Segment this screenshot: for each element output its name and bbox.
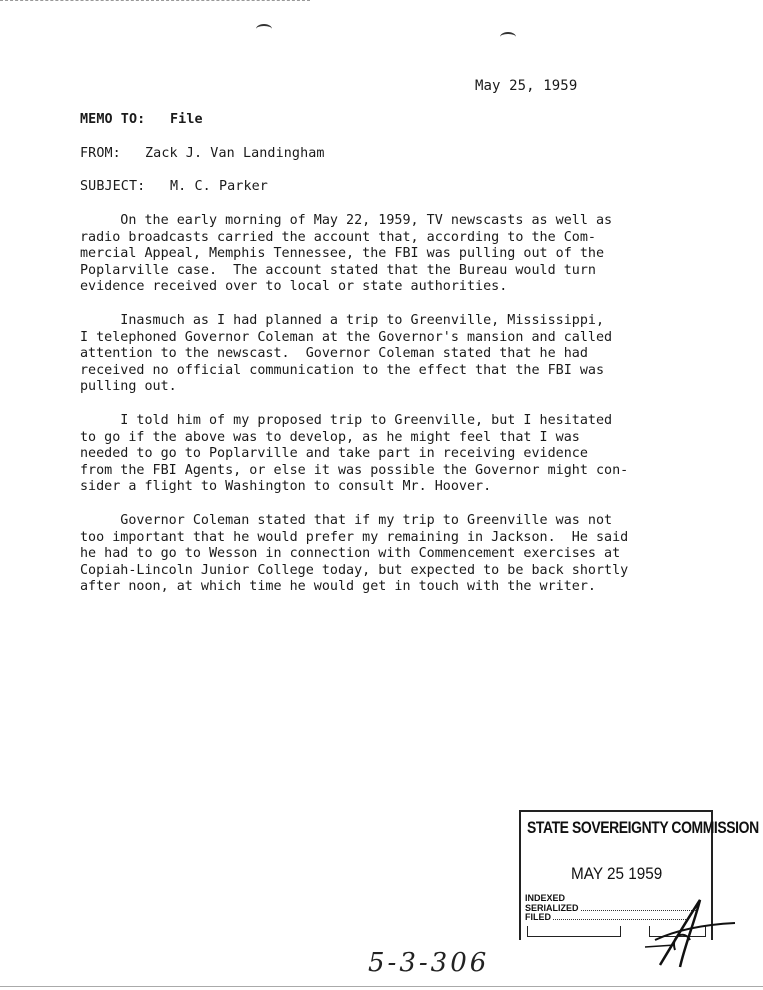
paragraph-line: pulling out. xyxy=(80,379,177,395)
paragraph-line: Poplarville case. The account stated that the Bureau would turn xyxy=(80,262,596,278)
stamp-indexed-label: INDEXED xyxy=(525,893,566,903)
stamp-date: MAY 25 1959 xyxy=(571,864,663,883)
punch-mark-left xyxy=(256,24,272,34)
paragraph-line: attention to the newscast. Governor Coleman stated that he had xyxy=(80,346,588,362)
paragraph-line: Governor Coleman stated that if my trip to Greenville was not xyxy=(80,513,613,528)
paragraph-line: evidence received over to local or state authorities. xyxy=(80,279,508,295)
paragraph-3 xyxy=(80,413,628,496)
paragraph-line: I told him of my proposed trip to Greenville, but I hesitated xyxy=(80,413,613,428)
paragraph-line: after noon, at which time he would get in touch with the writer. xyxy=(80,579,596,595)
paragraph-line: mercial Appeal, Memphis Tennessee, the FBI was pulling out of the xyxy=(80,246,605,262)
stamp-filed-label: FILED xyxy=(525,912,551,922)
paragraph-line: On the early morning of May 22, 1959, TV newscasts as well as xyxy=(80,213,613,228)
paragraph-line: I telephoned Governor Coleman at the Governor's mansion and called xyxy=(80,329,613,345)
memo-subject-label: SUBJECT: xyxy=(80,179,146,194)
handwritten-file-number: 5-3-306 xyxy=(368,948,490,978)
paragraph-line: sider a flight to Washington to consult Mr. Hoover. xyxy=(80,479,492,495)
paragraph-line: needed to go to Poplarville and take part in receiving evidence xyxy=(80,446,588,462)
paragraph-2 xyxy=(80,313,612,396)
paragraph-4 xyxy=(80,513,628,596)
paragraph-line: from the FBI Agents, or else it was possible the Governor might con- xyxy=(80,462,629,478)
paragraph-line: Inasmuch as I had planned a trip to Greenville, Mississippi, xyxy=(80,313,605,328)
stamp-serialized-label: SERIALIZED xyxy=(525,902,579,913)
paragraph-line: Copiah-Lincoln Junior College today, but expected to be back shortly xyxy=(80,562,629,578)
top-edge-line xyxy=(0,0,310,1)
bottom-edge-line xyxy=(0,986,763,987)
memo-to-value: File xyxy=(170,112,203,127)
memo-date: May 25, 1959 xyxy=(475,78,578,94)
stamp-box-left xyxy=(527,926,621,937)
memo-from-value: Zack J. Van Landingham xyxy=(145,146,325,161)
paragraph-1 xyxy=(80,213,612,296)
punch-mark-right xyxy=(500,32,516,42)
memo-subject-value: M. C. Parker xyxy=(170,179,268,194)
memo-from-label: FROM: xyxy=(80,146,121,161)
paragraph-line: received no official communication to the effect that the FBI was xyxy=(80,362,605,378)
memo-to-label: MEMO TO: xyxy=(80,112,146,127)
handwritten-initials xyxy=(640,895,740,970)
paragraph-line: he had to go to Wesson in connection with Commencement exercises at xyxy=(80,546,621,562)
paragraph-line: to go if the above was to develop, as he might feel that I was xyxy=(80,429,580,445)
paragraph-line: radio broadcasts carried the account that, according to the Com- xyxy=(80,229,596,245)
paragraph-line: too important that he would prefer my remaining in Jackson. He said xyxy=(80,529,629,545)
stamp-title: STATE SOVEREIGNTY COMMISSION xyxy=(527,818,759,837)
